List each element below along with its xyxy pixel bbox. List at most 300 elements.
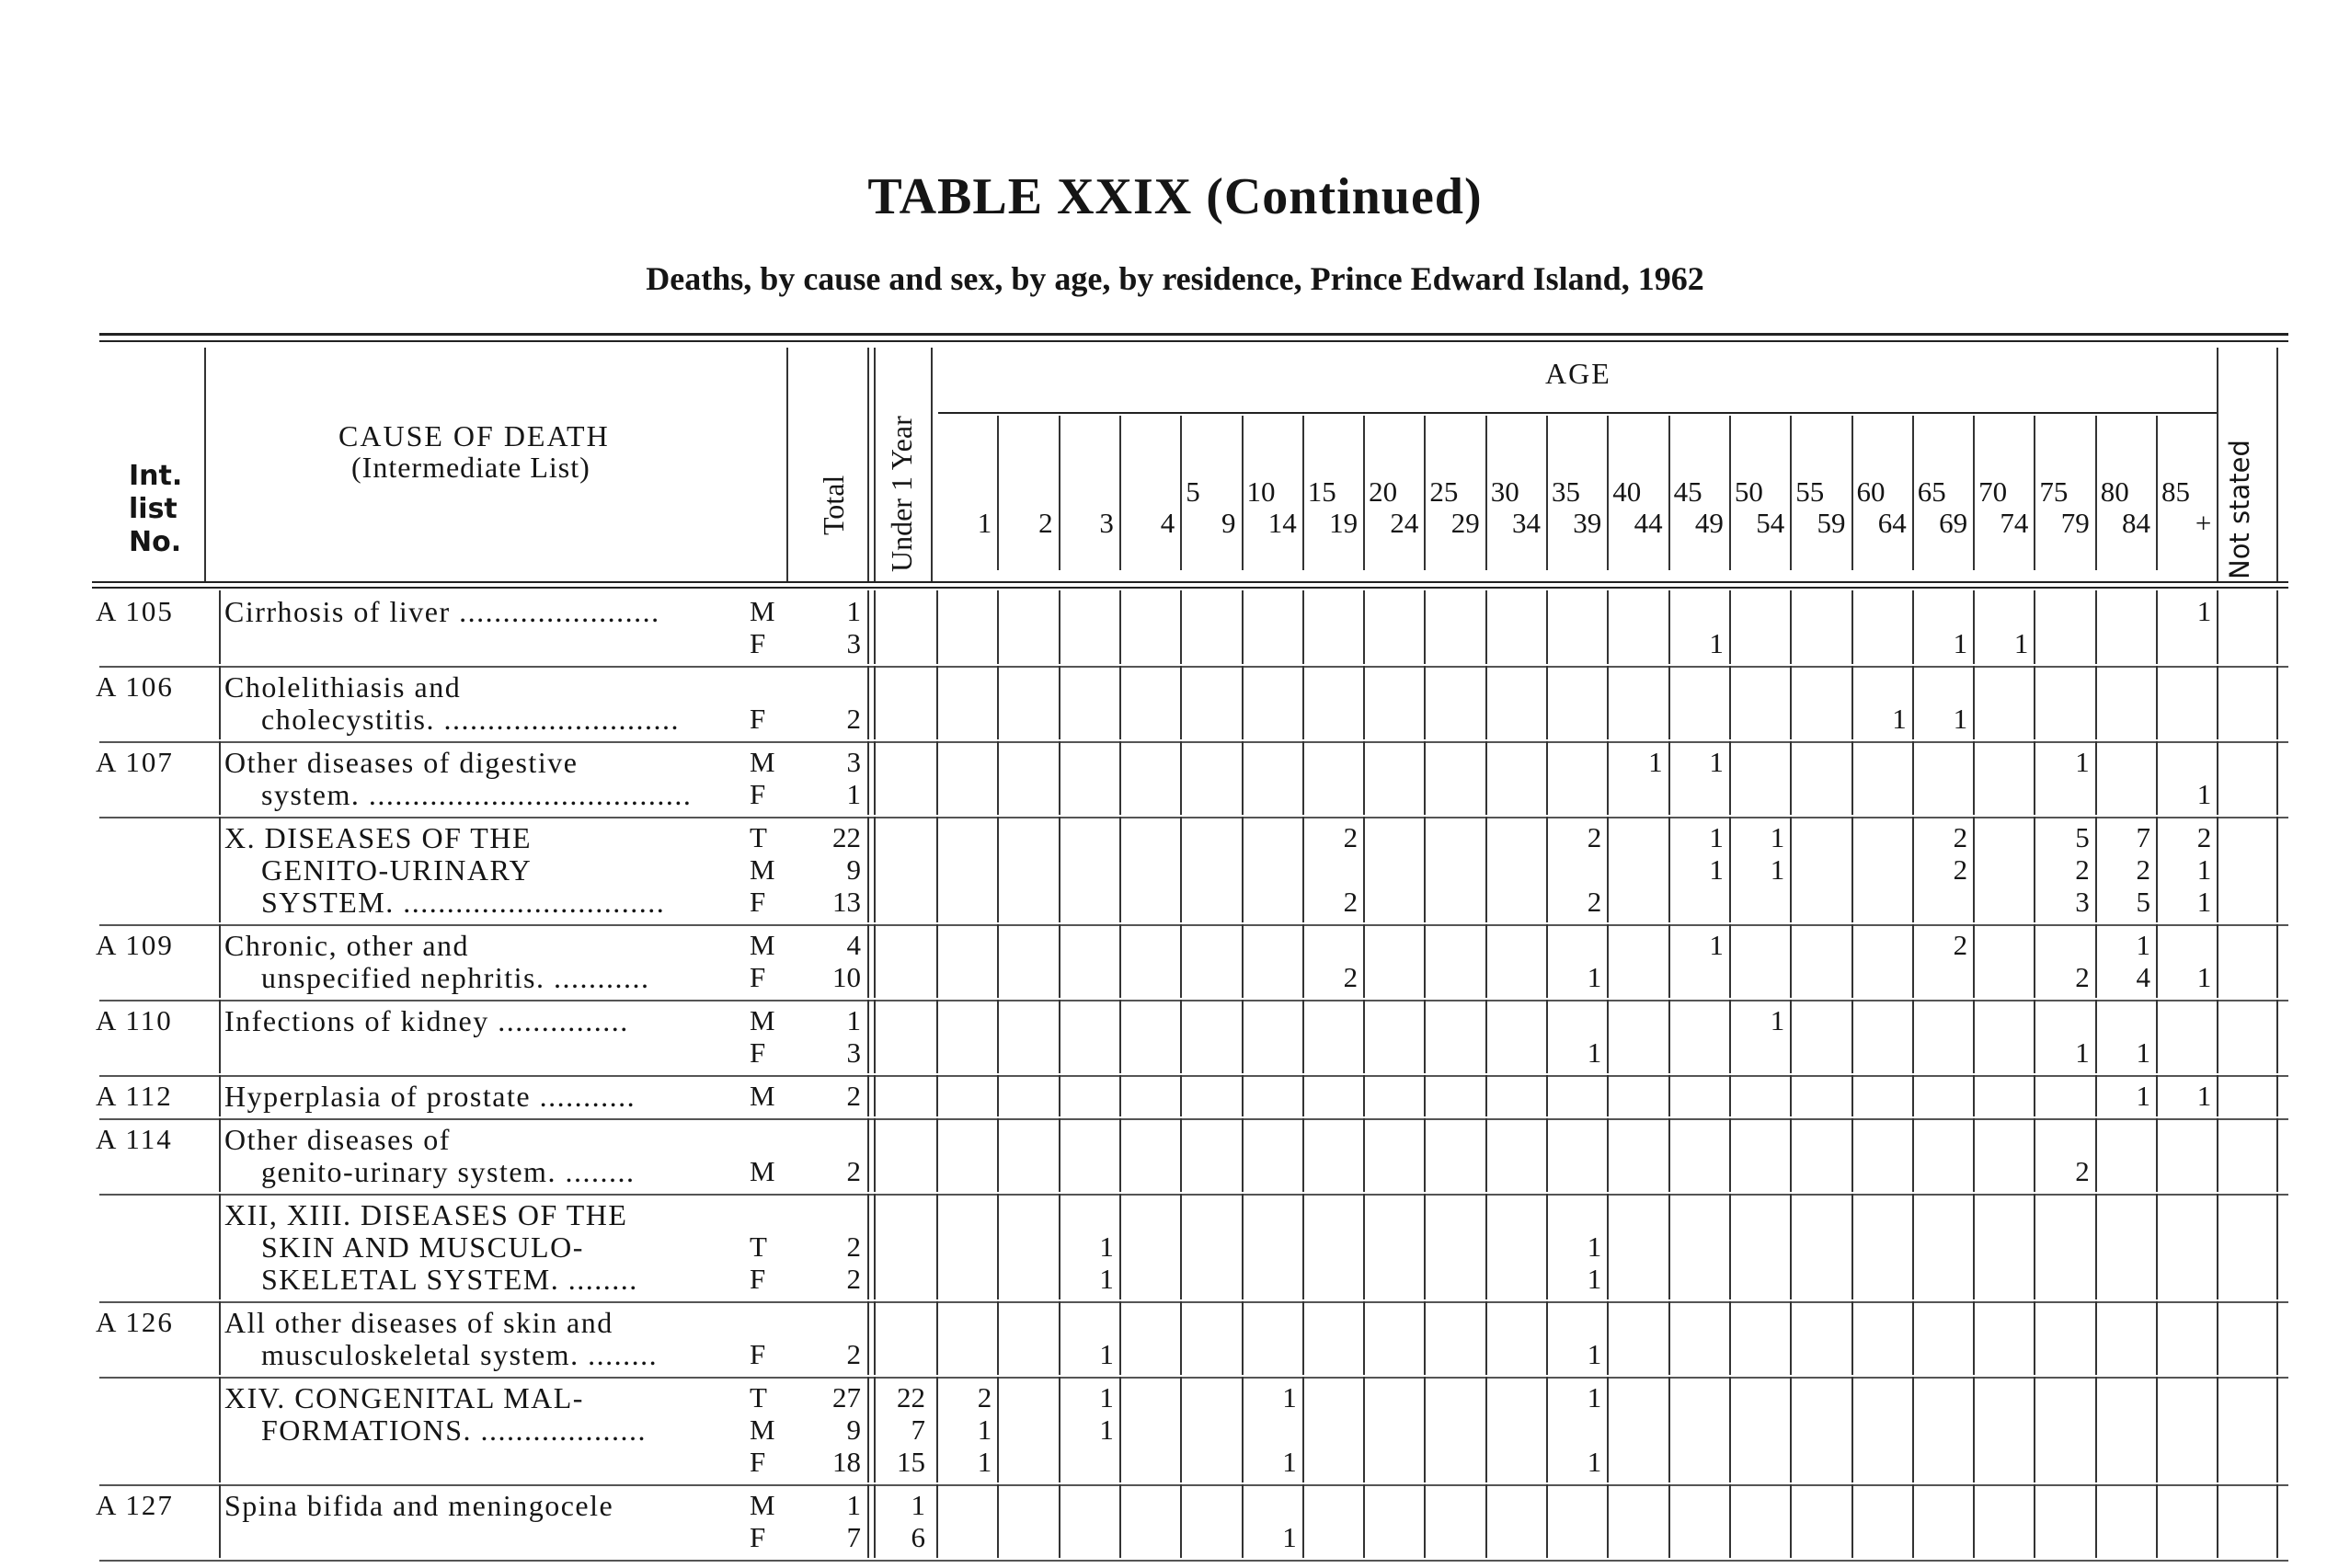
row-age-divider — [1668, 590, 1670, 664]
cause-subheader: (Intermediate List) — [351, 451, 590, 484]
row-age-divider — [1851, 1377, 1853, 1482]
under-1-value: 22 — [897, 1381, 925, 1413]
row-age-divider — [1912, 666, 1914, 739]
row-age-divider — [1973, 1118, 1975, 1192]
row-age-divider — [1485, 1000, 1487, 1073]
row-age-divider — [2034, 1377, 2035, 1482]
row-age-divider — [1242, 741, 1244, 815]
row-age-divider — [1119, 1075, 1121, 1116]
row-age-divider — [2095, 1377, 2097, 1482]
row-age-divider — [2034, 1194, 2035, 1299]
row-age-divider — [1912, 1075, 1914, 1116]
row-divider-int — [219, 1484, 221, 1558]
row-divider-end — [2276, 1118, 2278, 1192]
row-separator — [99, 924, 2288, 926]
row-age-divider — [1180, 817, 1182, 922]
row-age-divider — [1790, 1118, 1792, 1192]
age-column-divider — [1119, 416, 1121, 570]
age-group-to: 29 — [1450, 507, 1480, 539]
age-cell-value: 1 — [1099, 1263, 1114, 1295]
age-cell-value: 1 — [2136, 1036, 2150, 1069]
row-age-divider — [1668, 1194, 1670, 1299]
int-list-no-header: Int. — [129, 460, 183, 492]
row-age-divider — [1302, 817, 1304, 922]
row-age-divider — [936, 1301, 938, 1375]
row-age-divider — [997, 1118, 999, 1192]
row-age-divider — [997, 1000, 999, 1073]
sex-code: M — [750, 929, 775, 961]
age-cell-value: 5 — [2136, 886, 2150, 918]
row-age-divider — [1242, 1484, 1244, 1558]
row-age-divider — [1180, 1377, 1182, 1482]
row-age-divider — [2095, 1075, 2097, 1116]
total-value: 18 — [832, 1446, 861, 1478]
row-age-divider — [1668, 924, 1670, 998]
age-cell-value: 1 — [1648, 746, 1663, 778]
row-age-divider — [1424, 1301, 1426, 1375]
int-list-no-header: list — [129, 493, 178, 525]
row-age-divider — [1668, 741, 1670, 815]
row-age-divider — [1242, 1301, 1244, 1375]
row-age-divider — [1485, 741, 1487, 815]
age-cell-value: 1 — [2075, 1036, 2090, 1069]
under-1-value: 6 — [911, 1521, 925, 1553]
age-group-from: 75 — [2039, 475, 2069, 508]
row-age-divider — [2095, 1000, 2097, 1073]
row-age-divider — [1729, 1377, 1731, 1482]
age-cell-value: 1 — [1770, 853, 1785, 886]
age-group-from: 80 — [2100, 475, 2129, 508]
row-age-divider — [997, 590, 999, 664]
age-cell-value: 2 — [1343, 821, 1358, 853]
sex-code: M — [750, 1080, 775, 1112]
row-age-divider — [1363, 590, 1365, 664]
int-list-number: A 114 — [96, 1123, 173, 1155]
row-age-divider — [1302, 1301, 1304, 1375]
sex-code: M — [750, 595, 775, 627]
row-divider-int — [219, 741, 221, 815]
header-bottom-rule — [92, 581, 2288, 583]
age-column-divider — [1242, 416, 1244, 570]
row-age-divider — [2156, 924, 2158, 998]
row-age-divider — [2095, 1194, 2097, 1299]
age-cell-value: 1 — [2075, 746, 2090, 778]
age-cell-value: 2 — [2075, 853, 2090, 886]
age-group-from: 35 — [1552, 475, 1580, 508]
age-cell-value: 1 — [1587, 1230, 1602, 1263]
row-age-divider — [1912, 741, 1914, 815]
age-cell-value: 2 — [1587, 821, 1602, 853]
row-age-divider — [997, 817, 999, 922]
row-divider-notstated — [2217, 1000, 2218, 1073]
row-age-divider — [997, 1194, 999, 1299]
row-divider-end — [2276, 817, 2278, 922]
row-age-divider — [997, 924, 999, 998]
header-bottom-rule-2 — [92, 587, 2288, 589]
row-age-divider — [1119, 590, 1121, 664]
age-column-divider — [1729, 416, 1731, 570]
cause-of-death: unspecified nephritis. ........... — [261, 961, 650, 994]
row-age-divider — [1119, 1377, 1121, 1482]
row-age-divider — [1729, 817, 1731, 922]
row-divider-int — [219, 1118, 221, 1192]
row-age-divider — [1851, 1118, 1853, 1192]
row-divider-total-2 — [874, 817, 876, 922]
row-age-divider — [1180, 1000, 1182, 1073]
row-age-divider — [997, 1301, 999, 1375]
sex-code: F — [750, 703, 766, 735]
row-age-divider — [936, 1000, 938, 1073]
row-age-divider — [1119, 1194, 1121, 1299]
age-cell-value: 1 — [1282, 1521, 1297, 1553]
row-age-divider — [2156, 1377, 2158, 1482]
row-age-divider — [1363, 924, 1365, 998]
row-age-divider — [1973, 1075, 1975, 1116]
age-cell-value: 2 — [1953, 853, 1968, 886]
age-cell-value: 1 — [1892, 703, 1907, 735]
row-age-divider — [1180, 1118, 1182, 1192]
row-age-divider — [1546, 1377, 1548, 1482]
row-age-divider — [997, 666, 999, 739]
row-age-divider — [1851, 666, 1853, 739]
row-divider-int — [219, 924, 221, 998]
total-header: Total — [817, 475, 850, 535]
total-value: 1 — [846, 595, 861, 627]
table-top-rule — [99, 333, 2288, 336]
page-title: TABLE XXIX (Continued) — [867, 168, 1483, 225]
age-group-from: 70 — [1978, 475, 2008, 508]
row-age-divider — [1119, 741, 1121, 815]
row-age-divider — [1851, 1484, 1853, 1558]
age-cell-value: 1 — [2196, 595, 2212, 627]
row-divider-int — [219, 666, 221, 739]
row-age-divider — [1363, 1000, 1365, 1073]
table-top-rule-2 — [99, 340, 2288, 342]
cause-of-death: Spina bifida and meningocele — [224, 1489, 614, 1522]
not-stated-header: Not stated — [2224, 440, 2255, 579]
row-divider-total-2 — [874, 1075, 876, 1116]
row-age-divider — [1607, 1075, 1609, 1116]
cause-of-death: Other diseases of — [224, 1123, 451, 1156]
age-group-from: 50 — [1734, 475, 1763, 508]
row-separator — [99, 1075, 2288, 1077]
row-age-divider — [1059, 590, 1060, 664]
under-1-value: 1 — [911, 1489, 925, 1521]
row-divider-total — [867, 1118, 869, 1192]
age-cell-value: 1 — [2196, 1080, 2212, 1112]
age-group-to: 84 — [2121, 507, 2150, 539]
divider-total-u1 — [867, 348, 869, 581]
row-age-divider — [2156, 1075, 2158, 1116]
row-age-divider — [1180, 666, 1182, 739]
row-age-divider — [1363, 1194, 1365, 1299]
age-group-from: 55 — [1795, 475, 1825, 508]
row-age-divider — [1973, 1000, 1975, 1073]
total-value: 9 — [846, 1413, 861, 1446]
row-age-divider — [2095, 666, 2097, 739]
row-age-divider — [1912, 590, 1914, 664]
row-divider-int — [219, 1301, 221, 1375]
row-age-divider — [1242, 1075, 1244, 1116]
row-age-divider — [1546, 1301, 1548, 1375]
age-cell-value: 2 — [2075, 961, 2090, 993]
row-divider-total-2 — [874, 1194, 876, 1299]
row-age-divider — [2156, 741, 2158, 815]
cause-of-death: SKIN AND MUSCULO- — [261, 1230, 584, 1264]
row-age-divider — [1363, 1075, 1365, 1116]
row-age-divider — [1302, 1484, 1304, 1558]
age-cell-value: 2 — [2136, 853, 2150, 886]
total-value: 3 — [846, 627, 861, 659]
row-age-divider — [2156, 1301, 2158, 1375]
sex-code: T — [750, 1381, 767, 1413]
age-cell-value: 2 — [977, 1381, 992, 1413]
row-age-divider — [1729, 741, 1731, 815]
row-age-divider — [1607, 741, 1609, 815]
divider-age-notstated — [2217, 348, 2218, 581]
age-group-from: 20 — [1369, 475, 1398, 508]
row-divider-total — [867, 666, 869, 739]
sex-code: M — [750, 1489, 775, 1521]
row-age-divider — [1180, 590, 1182, 664]
row-divider-notstated — [2217, 1194, 2218, 1299]
row-age-divider — [1363, 741, 1365, 815]
row-age-divider — [997, 741, 999, 815]
row-divider-notstated — [2217, 741, 2218, 815]
row-divider-total — [867, 1301, 869, 1375]
age-cell-value: 1 — [977, 1413, 992, 1446]
row-age-divider — [1059, 1194, 1060, 1299]
int-list-number: A 109 — [96, 929, 174, 961]
age-cell-value: 1 — [2196, 853, 2212, 886]
row-age-divider — [1302, 1000, 1304, 1073]
age-cell-value: 1 — [1282, 1381, 1297, 1413]
row-age-divider — [1424, 817, 1426, 922]
row-divider-notstated — [2217, 590, 2218, 664]
total-value: 2 — [846, 1263, 861, 1295]
divider-total-u1-2 — [874, 348, 876, 581]
age-group-to: 24 — [1390, 507, 1419, 539]
age-cell-value: 1 — [2196, 961, 2212, 993]
row-age-divider — [2034, 1000, 2035, 1073]
row-divider-total-2 — [874, 1000, 876, 1073]
row-age-divider — [1973, 817, 1975, 922]
row-age-divider — [1546, 741, 1548, 815]
int-list-no-header: No. — [129, 526, 182, 558]
row-divider-total-2 — [874, 741, 876, 815]
row-separator — [99, 1118, 2288, 1120]
row-age-divider — [1059, 1075, 1060, 1116]
row-age-divider — [1790, 590, 1792, 664]
row-age-divider — [2095, 590, 2097, 664]
age-group-from: 85 — [2161, 475, 2190, 508]
row-age-divider — [1485, 666, 1487, 739]
row-age-divider — [1790, 1377, 1792, 1482]
age-cell-value: 1 — [1587, 961, 1602, 993]
row-age-divider — [1607, 1000, 1609, 1073]
total-value: 27 — [832, 1381, 861, 1413]
row-age-divider — [1912, 1000, 1914, 1073]
total-value: 10 — [832, 961, 861, 993]
age-group-to: 69 — [1939, 507, 1968, 539]
total-value: 2 — [846, 1155, 861, 1187]
row-age-divider — [1668, 1075, 1670, 1116]
total-value: 7 — [846, 1521, 861, 1553]
row-age-divider — [1912, 1194, 1914, 1299]
age-column-divider — [1363, 416, 1365, 570]
row-divider-total — [867, 741, 869, 815]
row-age-divider — [2095, 817, 2097, 922]
int-list-number: A 110 — [96, 1004, 173, 1036]
row-age-divider — [1119, 924, 1121, 998]
row-age-divider — [1851, 590, 1853, 664]
row-age-divider — [2156, 1118, 2158, 1192]
row-age-divider — [1546, 817, 1548, 922]
row-age-divider — [2034, 1301, 2035, 1375]
sex-code: T — [750, 1230, 767, 1263]
age-cell-value: 1 — [1587, 1446, 1602, 1478]
row-age-divider — [1668, 1377, 1670, 1482]
row-age-divider — [1485, 924, 1487, 998]
age-group-from: 30 — [1490, 475, 1519, 508]
sex-code: F — [750, 1263, 766, 1295]
row-age-divider — [1059, 1118, 1060, 1192]
row-age-divider — [1729, 1118, 1731, 1192]
age-column-divider — [1790, 416, 1792, 570]
cause-of-death: XII, XIII. DISEASES OF THE — [224, 1198, 628, 1231]
age-group-from: 25 — [1429, 475, 1459, 508]
age-cell-value: 1 — [1709, 853, 1724, 886]
row-divider-total — [867, 1194, 869, 1299]
total-value: 2 — [846, 1230, 861, 1263]
row-age-divider — [1424, 1000, 1426, 1073]
age-cell-value: 1 — [1587, 1381, 1602, 1413]
row-age-divider — [936, 590, 938, 664]
row-age-divider — [1424, 1377, 1426, 1482]
row-age-divider — [1424, 1484, 1426, 1558]
row-divider-notstated — [2217, 1118, 2218, 1192]
row-age-divider — [1607, 924, 1609, 998]
row-divider-int — [219, 1194, 221, 1299]
row-age-divider — [1912, 817, 1914, 922]
age-cell-value: 1 — [1770, 821, 1785, 853]
cause-of-death: All other diseases of skin and — [224, 1306, 613, 1339]
row-age-divider — [1973, 1194, 1975, 1299]
row-age-divider — [1851, 924, 1853, 998]
row-separator — [99, 1194, 2288, 1196]
under-1-value: 15 — [897, 1446, 925, 1478]
total-value: 22 — [832, 821, 861, 853]
age-column-divider — [1607, 416, 1609, 570]
cause-of-death: Chronic, other and — [224, 929, 470, 962]
row-age-divider — [1119, 1301, 1121, 1375]
row-age-divider — [1059, 817, 1060, 922]
age-column-divider — [997, 416, 999, 570]
sex-code: M — [750, 746, 775, 778]
row-age-divider — [1729, 1194, 1731, 1299]
row-age-divider — [2034, 590, 2035, 664]
row-age-divider — [2095, 741, 2097, 815]
row-age-divider — [1059, 1484, 1060, 1558]
row-age-divider — [1119, 1118, 1121, 1192]
age-cell-value: 1 — [1953, 703, 1968, 735]
row-age-divider — [1790, 1301, 1792, 1375]
age-cell-value: 2 — [1343, 961, 1358, 993]
row-age-divider — [1973, 1377, 1975, 1482]
row-age-divider — [1424, 1118, 1426, 1192]
cause-of-death: XIV. CONGENITAL MAL- — [224, 1381, 584, 1414]
row-divider-total-2 — [874, 1484, 876, 1558]
age-cell-value: 2 — [1953, 821, 1968, 853]
age-column-divider — [1851, 416, 1853, 570]
age-group-to: 59 — [1817, 507, 1846, 539]
row-age-divider — [1851, 741, 1853, 815]
row-age-divider — [2034, 1118, 2035, 1192]
row-age-divider — [2034, 741, 2035, 815]
row-age-divider — [1485, 1075, 1487, 1116]
row-age-divider — [2034, 1484, 2035, 1558]
int-list-number: A 112 — [96, 1080, 173, 1112]
age-column-divider — [1180, 416, 1182, 570]
row-divider-end — [2276, 590, 2278, 664]
row-age-divider — [1119, 1000, 1121, 1073]
row-age-divider — [1059, 924, 1060, 998]
sex-code: F — [750, 778, 766, 810]
row-divider-int — [219, 1075, 221, 1116]
age-group-from: 10 — [1246, 475, 1276, 508]
age-cell-value: 1 — [1709, 746, 1724, 778]
age-group-from: 5 — [1186, 475, 1200, 508]
row-divider-int — [219, 817, 221, 922]
row-age-divider — [1607, 1194, 1609, 1299]
row-divider-total — [867, 1075, 869, 1116]
row-divider-end — [2276, 1075, 2278, 1116]
row-age-divider — [1363, 1301, 1365, 1375]
cause-header: CAUSE OF DEATH — [338, 419, 610, 452]
age-cell-value: 1 — [1099, 1381, 1114, 1413]
row-divider-end — [2276, 924, 2278, 998]
row-age-divider — [936, 817, 938, 922]
row-age-divider — [1363, 1377, 1365, 1482]
row-age-divider — [2095, 924, 2097, 998]
age-cell-value: 5 — [2075, 821, 2090, 853]
cause-of-death: SKELETAL SYSTEM. ........ — [261, 1263, 638, 1296]
age-group-to: 19 — [1329, 507, 1358, 539]
row-divider-end — [2276, 1484, 2278, 1558]
row-age-divider — [1607, 1301, 1609, 1375]
row-age-divider — [1302, 1194, 1304, 1299]
total-value: 3 — [846, 746, 861, 778]
int-list-number: A 126 — [96, 1306, 174, 1338]
row-age-divider — [1729, 666, 1731, 739]
int-list-number: A 127 — [96, 1489, 174, 1521]
row-age-divider — [1973, 1484, 1975, 1558]
age-cell-value: 2 — [1343, 886, 1358, 918]
row-age-divider — [2156, 1484, 2158, 1558]
row-age-divider — [1790, 666, 1792, 739]
cause-of-death: SYSTEM. .............................. — [261, 886, 666, 919]
row-age-divider — [936, 1484, 938, 1558]
row-divider-total — [867, 1377, 869, 1482]
row-divider-end — [2276, 1000, 2278, 1073]
row-age-divider — [1546, 1484, 1548, 1558]
age-cell-value: 2 — [2075, 1155, 2090, 1187]
row-age-divider — [1424, 1194, 1426, 1299]
row-age-divider — [1424, 924, 1426, 998]
row-divider-int — [219, 1000, 221, 1073]
cause-of-death: system. ..................................... — [261, 778, 693, 811]
age-cell-value: 3 — [2075, 886, 2090, 918]
